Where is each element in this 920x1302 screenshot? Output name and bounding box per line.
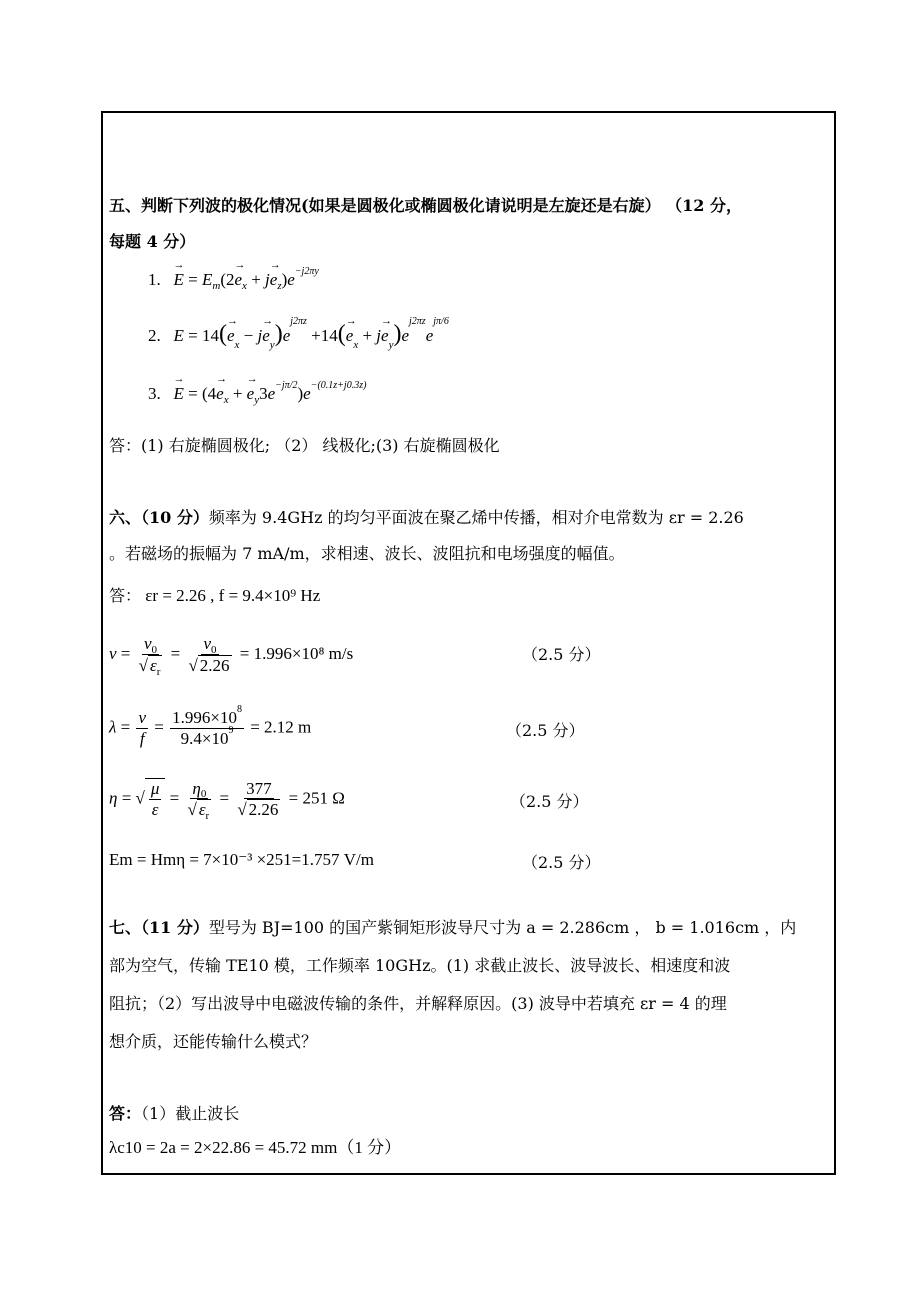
q6-eq-lambda: λ = $\frac{v}{f}$ = $\frac{1.996\times 10^8}{9.4\times 10^9}$ = 2.12 m: [109, 704, 312, 748]
q6-given: 答： εr = 2.26 , f = 9.4×10⁹ Hz: [109, 586, 321, 605]
q7-line2: 部为空气，传输 TE10 模，工作频率 10GHz。(1) 求截止波长、波导波长、相速度和波: [109, 956, 731, 975]
q6-answer-label: 答：: [109, 586, 142, 605]
q6-eq-E: Em = Hmη = 7×10⁻³ ×251=1.757 V/m: [109, 850, 374, 869]
q5-eq-1: 1. → $E = E_m(2\to e_x + j\to e_z)e^{-j2\pi y}$: [148, 270, 319, 290]
q6-score-lambda: （2.5 分）: [506, 721, 585, 740]
q6-title-prefix: 六、（10 分）: [109, 508, 209, 527]
q5-eq-2: 2. $E = 14(\to e_x - j\to e_y)e^{j2\pi z} +14(\to e_x + j\to e_y)e^{j2\pi z}e^{j\pi/6}$: [148, 320, 449, 349]
q6-score-v: （2.5 分）: [522, 645, 601, 664]
q7-line1-text: 型号为 BJ=100 的国产紫铜矩形波导尺寸为 a = 2.286cm ， b = 1.016cm ，内: [208, 918, 797, 937]
q6-title-line1: [109, 508, 744, 527]
q7-line3: 阻抗；（2）写出波导中电磁波传输的条件，并解释原因。(3) 波导中若填充 εr = 4 的理: [109, 994, 727, 1013]
q6-eq-v: v = $\frac{v_0}{√ \varepsilon_r}$ = $\frac{v_0}{√ 2.26}$ = 1.996×10⁸ m/s: [109, 634, 354, 678]
q7-line1: [109, 918, 796, 937]
q6-score-eta: （2.5 分）: [510, 792, 589, 811]
q6-eq-eta: η = √ $\frac{\mu}{\varepsilon}$ = $\frac{\eta_0}{√ \varepsilon_r}$ = $\frac{377}{√ 2.26}$ = 251 Ω: [109, 778, 345, 823]
q7-line4: 想介质，还能传输什么模式？: [109, 1032, 318, 1051]
q7-answer-text: （1）截止波长: [141, 1104, 240, 1123]
q7-answer: [109, 1104, 239, 1123]
q6-title-text: 频率为 9.4GHz 的均匀平面波在聚乙烯中传播，相对介电常数为 εr = 2.26: [208, 508, 744, 527]
q6-title-line2: 。若磁场的振幅为 7 mA/m，求相速、波长、波阻抗和电场强度的幅值。: [109, 544, 625, 563]
q7-lambda-c: λc10 = 2a = 2×22.86 = 45.72 mm（1 分）: [109, 1138, 402, 1157]
q7-answer-label: 答：: [109, 1104, 142, 1123]
q6-score-E: （2.5 分）: [522, 853, 601, 872]
q7-title-prefix: 七、（11 分）: [109, 918, 209, 937]
q5-title-line2: 每题 4 分）: [109, 232, 196, 251]
q5-answer: 答：(1) 右旋椭圆极化; （2） 线极化;(3) 右旋椭圆极化: [109, 436, 500, 455]
q5-title-line1: 五、判断下列波的极化情况(如果是圆极化或椭圆极化请说明是左旋还是右旋） （12 分，: [109, 196, 742, 215]
q5-eq-3: 3. → $E = (4\to e_x$ + → $e_y3e^{-j\pi/2})e^{-(0.1z+j0.3z)}$: [148, 384, 366, 404]
